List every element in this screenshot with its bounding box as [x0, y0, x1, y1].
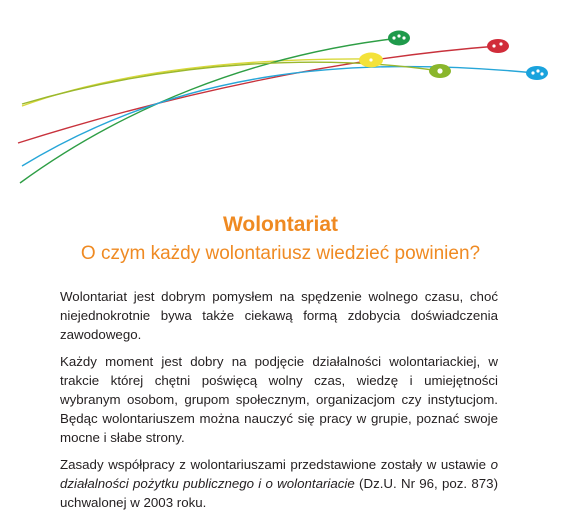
curve-yellow [22, 59, 370, 106]
blue-dot [526, 66, 548, 80]
decorative-curves-graphic [0, 0, 561, 200]
yellow-dot [359, 53, 383, 68]
curve-green [20, 38, 400, 183]
olive-dot [429, 64, 451, 78]
page-subtitle: O czym każdy wolontariusz wiedzieć powinien? [80, 243, 481, 264]
curve-blue [22, 66, 535, 166]
paragraph-1: Wolontariat jest dobrym pomysłem na spędzenie wolnego czasu, choć niejednokrotnie bywa także ciekawą formą zdobycia doświadczenia zawodowego. [60, 289, 498, 342]
red-dot [487, 39, 509, 53]
paragraph-3-text-end: (Dz.U. Nr 96, poz. 873) uchwalonej w 2003 roku. [60, 476, 498, 510]
page-title: Wolontariat [222, 213, 339, 236]
green-dot [388, 31, 410, 46]
body-text [60, 287, 498, 520]
paragraph-3 [60, 455, 498, 512]
act-title: o działalności pożytku publicznego i o wolontariacie [60, 457, 498, 491]
curve-red [18, 46, 498, 143]
paragraph-2: Każdy moment jest dobry na podjęcie działalności wolontariackiej, w trakcie której chętni poświęcą wolny czas, wiedzę i umiejętności wybranym osobom, grupom społecznym, organizacjom czy instytucjom. Będąc wolontariuszem można nauczyć się pracy w grupie, poznać swoje mocne i słabe strony. [60, 354, 498, 445]
paragraph-3-text-start: Zasady współpracy z wolontariuszami przedstawione zostały w ustawie [60, 457, 491, 472]
